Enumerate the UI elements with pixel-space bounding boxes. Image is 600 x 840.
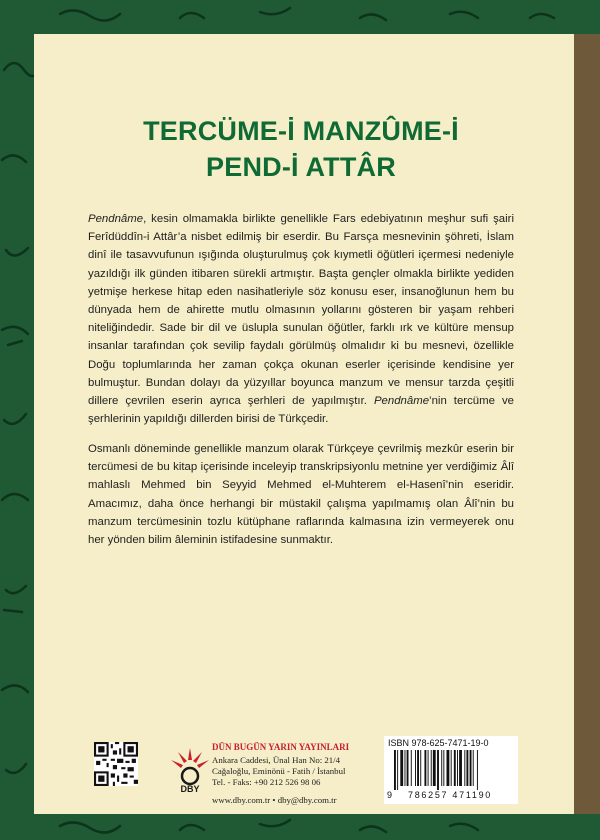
publisher-logo-icon <box>168 746 212 794</box>
blurb-italic-title-2: Pendnâme <box>373 395 430 408</box>
barcode-icon <box>390 750 512 790</box>
book-title-line-1: TERCÜME-İ MANZÛME-İ <box>143 116 459 146</box>
isbn-label: ISBN 978-625-7471-19-0 <box>388 738 489 748</box>
blurb-text: , kesin olmamakla birlikte genellikle Fars edebiyatının meşhur sufi şairi Ferîdüddîn-i Attâr’a nisbet edilmiş bir eserdir. Bu Farsça mesnevinin şöhreti, İslam dinî ile tasavvufunun ışığında oluşturulmuş çok kıymetli öğütleri içermesi nedeniyle yazıldığı ilk günden itibaren sürekli artmıştır. Başta gençler olmakla birlikte yediden yetmişe herkese hitap eden nasihatleriyle söz konusu eser, insanoğlunun hem bu dünyada hem de ahirette mutlu olmasının yollarını gösteren bir yaşam rehberi niteliğindedir. Sade bir dil ve üslupla sunulan öğütler, farklı ırk ve kültüre mensup insanlar tarafından çok sevilip faydalı görülmüş olmalıdır ki bu mesnevi, özellikle Doğu toplumlarında her zaman çokça okunan eserler içerisinde kendisine yer bulmuştur. Bundan dolayı da yüzyıllar boyunca manzum ve mensur tarzda çeşitli dillere çevrilen eserin ayrıca şerhleri de yapılmıştır. <box>88 213 514 408</box>
publisher-name: DÜN BUGÜN YARIN YAYINLARI <box>212 742 350 752</box>
blurb-paragraph-2: Osmanlı döneminde genellikle manzum olarak Türkçeye çevrilmiş mezkûr eserin bir tercümesi de bu kitap içerisinde inceleyip transkripsiyonlu metnine yer verdiğimiz Âlî mahlaslı Mehmed bin Seyyid Mehmed el-Muhterem el-Hasenî’nin eseridir. Amacımız, daha önce herhangi bir müstakil çalışma yapılmamış olan Âlî’nin bu manzum tercümesinin tozlu kütüphane raflarında kalmasına izin vermeyerek onu her yönden bilim âleminin istifadesine sunmaktır. <box>88 443 514 547</box>
publisher-footer <box>88 702 518 812</box>
publisher-phone: Tel. - Faks: +90 212 526 98 06 <box>212 777 321 787</box>
isbn-block <box>384 736 518 804</box>
book-title-line-2: PEND-İ ATTÂR <box>206 152 396 182</box>
barcode-first-digit: 9 <box>387 790 393 800</box>
blurb-paragraph-1 <box>88 210 514 428</box>
blurb-text-end: ’nin tercüme ve şerhlerinin yapıldığı dillerden birisi de Türkçedir. <box>88 395 514 426</box>
qr-code-icon <box>94 742 138 786</box>
publisher-address-line-2: Cağaloğlu, Eminönü - Fatih / İstanbul <box>212 766 346 776</box>
publisher-address-line-1: Ankara Caddesi, Ünal Han No: 21/4 <box>212 755 341 765</box>
back-cover <box>34 34 568 814</box>
publisher-web-email[interactable]: www.dby.com.tr • dby@dby.com.tr <box>212 795 337 805</box>
blurb-italic-title: Pendnâme <box>88 213 144 225</box>
book-spine-edge <box>568 34 600 814</box>
logo-text: DBY <box>180 784 200 794</box>
barcode-digit-groups: 786257 471190 <box>408 790 492 800</box>
